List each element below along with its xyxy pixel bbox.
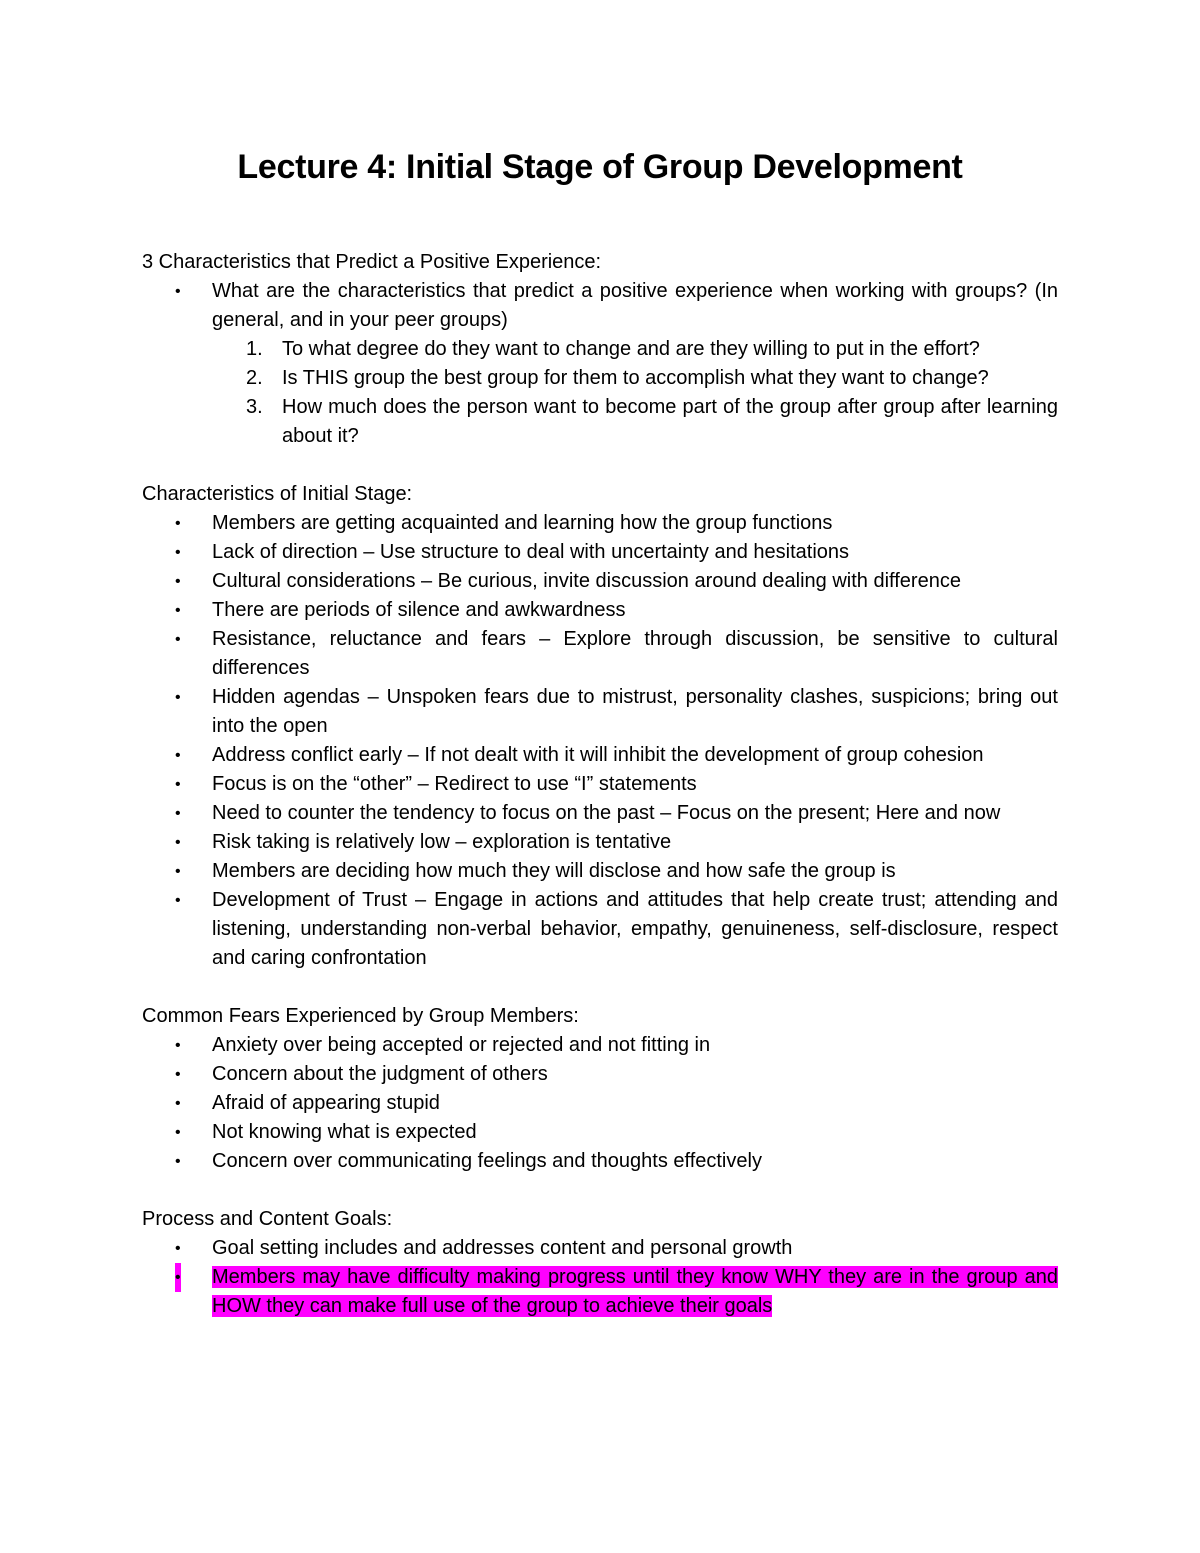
bullet-icon: • xyxy=(175,1095,181,1112)
bullet-list xyxy=(142,1234,1058,1321)
bullet-icon: • xyxy=(175,776,181,793)
list-item-text: Concern over communicating feelings and thoughts effectively xyxy=(212,1150,762,1172)
section-initial-stage xyxy=(142,480,1058,973)
list-item-text: Address conflict early – If not dealt with it will inhibit the development of group cohesion xyxy=(212,744,984,766)
list-item xyxy=(142,509,1058,538)
numbered-item-text: How much does the person want to become part of the group after group after learning about it? xyxy=(282,396,1058,447)
highlighted-text: Members may have difficulty making progress until they know WHY they are in the group and HOW they can make full use of the group to achieve their goals xyxy=(212,1266,1058,1317)
section-heading: 3 Characteristics that Predict a Positive Experience: xyxy=(142,251,602,273)
list-item-text: Afraid of appearing stupid xyxy=(212,1092,440,1114)
item-number: 1. xyxy=(246,338,263,360)
list-item xyxy=(142,683,1058,741)
bullet-icon: • xyxy=(175,283,181,300)
list-item-text: Cultural considerations – Be curious, invite discussion around dealing with difference xyxy=(212,570,961,592)
list-item xyxy=(142,770,1058,799)
list-item-text: Lack of direction – Use structure to deal with uncertainty and hesitations xyxy=(212,541,850,563)
bullet-icon: • xyxy=(175,863,181,880)
list-item xyxy=(142,828,1058,857)
document-title: Lecture 4: Initial Stage of Group Development xyxy=(237,148,963,186)
bullet-list xyxy=(142,1031,1058,1176)
bullet-icon: • xyxy=(175,1153,181,1170)
list-item-text: Goal setting includes and addresses content and personal growth xyxy=(212,1237,793,1259)
list-item-text: Concern about the judgment of others xyxy=(212,1063,548,1085)
bullet-list xyxy=(142,277,1058,335)
item-number: 2. xyxy=(246,367,263,389)
list-item-text: Anxiety over being accepted or rejected and not fitting in xyxy=(212,1034,711,1056)
list-item-text: Hidden agendas – Unspoken fears due to mistrust, personality clashes, suspicions; bring out into the open xyxy=(212,686,1058,737)
bullet-icon: • xyxy=(175,805,181,822)
item-number: 3. xyxy=(246,396,263,418)
list-item-text: Development of Trust – Engage in actions and attitudes that help create trust; attending and listening, understanding non-verbal behavior, empathy, genuineness, self-disclosure, respect and caring confrontation xyxy=(212,889,1058,969)
section-positive-experience xyxy=(142,248,1058,451)
numbered-list xyxy=(142,335,1058,451)
list-item-text: Members are deciding how much they will disclose and how safe the group is xyxy=(212,860,896,882)
numbered-item-text: Is THIS group the best group for them to accomplish what they want to change? xyxy=(282,367,989,389)
numbered-item-text: To what degree do they want to change and are they willing to put in the effort? xyxy=(282,338,980,360)
section-heading: Process and Content Goals: xyxy=(142,1208,393,1230)
list-item xyxy=(142,625,1058,683)
bullet-icon: • xyxy=(175,573,181,590)
list-item-text: Risk taking is relatively low – exploration is tentative xyxy=(212,831,672,853)
highlighted-list-item xyxy=(142,1263,1058,1321)
bullet-icon: • xyxy=(175,602,181,619)
numbered-item xyxy=(142,335,1058,364)
list-item xyxy=(142,799,1058,828)
list-item xyxy=(142,596,1058,625)
list-item-text: Members are getting acquainted and learning how the group functions xyxy=(212,512,833,534)
bullet-icon: • xyxy=(175,689,181,706)
section-heading: Common Fears Experienced by Group Members: xyxy=(142,1005,579,1027)
list-item xyxy=(142,567,1058,596)
list-item xyxy=(142,1060,1058,1089)
bullet-icon: • xyxy=(175,834,181,851)
bullet-icon: • xyxy=(175,544,181,561)
list-item xyxy=(142,886,1058,973)
bullet-icon: • xyxy=(175,631,181,648)
bullet-icon: • xyxy=(175,1037,181,1054)
numbered-item xyxy=(142,393,1058,451)
list-item xyxy=(142,1147,1058,1176)
bullet-icon: • xyxy=(175,1066,181,1083)
bullet-icon: • xyxy=(175,892,181,909)
list-item xyxy=(142,1031,1058,1060)
list-item-text: Resistance, reluctance and fears – Explore through discussion, be sensitive to cultural differences xyxy=(212,628,1058,679)
bullet-icon: • xyxy=(175,1124,181,1141)
list-item xyxy=(142,1234,1058,1263)
bullet-icon: • xyxy=(175,747,181,764)
numbered-item xyxy=(142,364,1058,393)
bullet-list xyxy=(142,509,1058,973)
list-item xyxy=(142,857,1058,886)
list-item xyxy=(142,277,1058,335)
list-item-text: Not knowing what is expected xyxy=(212,1121,477,1143)
bullet-icon: • xyxy=(175,515,181,532)
bullet-icon: • xyxy=(175,1263,181,1292)
list-item xyxy=(142,1089,1058,1118)
list-item-text: Focus is on the “other” – Redirect to use “I” statements xyxy=(212,773,697,795)
list-item-text: What are the characteristics that predict a positive experience when working with groups? (In general, and in your peer groups) xyxy=(212,280,1058,331)
list-item xyxy=(142,741,1058,770)
document-body xyxy=(142,248,1058,1350)
bullet-icon: • xyxy=(175,1240,181,1257)
list-item-text: There are periods of silence and awkwardness xyxy=(212,599,626,621)
list-item-text: Need to counter the tendency to focus on the past – Focus on the present; Here and now xyxy=(212,802,1001,824)
list-item xyxy=(142,538,1058,567)
section-heading: Characteristics of Initial Stage: xyxy=(142,483,413,505)
section-common-fears xyxy=(142,1002,1058,1176)
list-item xyxy=(142,1118,1058,1147)
section-process-goals xyxy=(142,1205,1058,1321)
